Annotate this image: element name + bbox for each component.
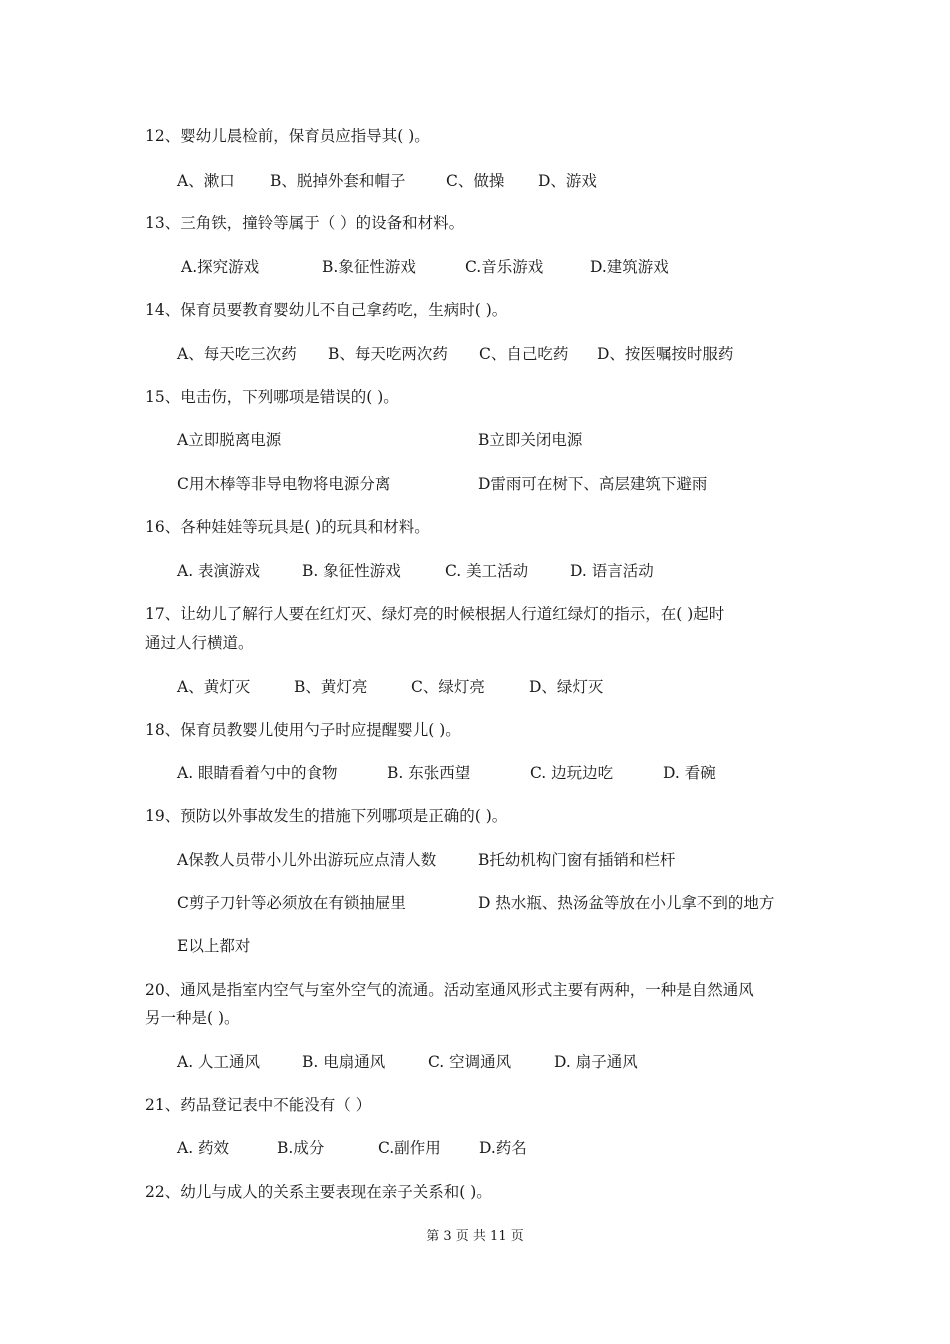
question-12-stem: 12、婴幼儿晨检前，保育员应指导其( )。 [145,127,430,145]
question-16-option-b: B. 象征性游戏 [302,562,401,580]
question-14-stem: 14、保育员要教育婴幼儿不自己拿药吃，生病时( )。 [145,301,508,319]
question-16-option-a: A. 表演游戏 [177,562,261,580]
question-17-option-b: B、黄灯亮 [294,678,368,696]
question-15-option-b: B立即关闭电源 [478,431,583,449]
question-18-option-a: A. 眼睛看着勺中的食物 [177,764,338,782]
question-17-stem: 17、让幼儿了解行人要在红灯灭、绿灯亮的时候根据人行道红绿灯的指示，在( )起时 [145,605,725,623]
question-20-stem: 20、通风是指室内空气与室外空气的流通。活动室通风形式主要有两种，一种是自然通风 [145,981,754,999]
question-15-option-c: C用木棒等非导电物将电源分离 [177,475,391,493]
question-20-stem-continued: 另一种是( )。 [145,1009,240,1027]
page-footer: 第 3 页 共 11 页 [426,1229,524,1244]
question-18-option-d: D. 看碗 [663,764,716,782]
question-14-option-d: D、按医嘱按时服药 [597,345,734,363]
question-19-option-a: A保教人员带小儿外出游玩应点清人数 [177,851,437,869]
question-16-stem: 16、各种娃娃等玩具是( )的玩具和材料。 [145,518,430,536]
question-14-option-c: C、自己吃药 [479,345,569,363]
question-20-option-c: C. 空调通风 [428,1053,512,1071]
question-21-option-c: C.副作用 [378,1139,441,1157]
question-12-option-a: A、漱口 [177,172,235,190]
question-16-option-c: C. 美工活动 [445,562,529,580]
question-21-option-b: B.成分 [277,1139,325,1157]
question-19-option-c: C剪子刀针等必须放在有锁抽屉里 [177,894,406,912]
question-18-option-b: B. 东张西望 [387,764,471,782]
question-21-stem: 21、药品登记表中不能没有（ ） [145,1096,372,1114]
question-13-stem: 13、三角铁，撞铃等属于（ ）的设备和材料。 [145,214,465,232]
question-17-option-a: A、黄灯灭 [177,678,251,696]
question-20-option-a: A. 人工通风 [177,1053,261,1071]
question-18-option-c: C. 边玩边吃 [530,764,614,782]
question-22-stem: 22、幼儿与成人的关系主要表现在亲子关系和( )。 [145,1183,492,1201]
question-20-option-d: D. 扇子通风 [554,1053,638,1071]
question-19-option-d: D 热水瓶、热汤盆等放在小儿拿不到的地方 [478,894,775,912]
question-14-option-a: A、每天吃三次药 [177,345,297,363]
question-19-option-e: E以上都对 [177,937,251,955]
question-17-stem-continued: 通过人行横道。 [145,634,254,652]
question-12-option-c: C、做操 [446,172,505,190]
question-13-option-b: B.象征性游戏 [322,258,416,276]
question-21-option-d: D.药名 [479,1139,527,1157]
question-13-option-c: C.音乐游戏 [465,258,544,276]
question-12-option-b: B、脱掉外套和帽子 [270,172,406,190]
question-20-option-b: B. 电扇通风 [302,1053,386,1071]
question-17-option-c: C、绿灯亮 [411,678,485,696]
question-21-option-a: A. 药效 [177,1139,230,1157]
question-17-option-d: D、绿灯灭 [529,678,604,696]
question-19-option-b: B托幼机构门窗有插销和栏杆 [478,851,676,869]
question-13-option-d: D.建筑游戏 [590,258,669,276]
question-15-option-a: A立即脱离电源 [177,431,282,449]
question-19-stem: 19、预防以外事故发生的措施下列哪项是正确的( )。 [145,807,508,825]
question-18-stem: 18、保育员教婴儿使用勺子时应提醒婴儿( )。 [145,721,461,739]
question-16-option-d: D. 语言活动 [570,562,654,580]
question-15-option-d: D雷雨可在树下、高层建筑下避雨 [478,475,708,493]
question-14-option-b: B、每天吃两次药 [328,345,448,363]
question-13-option-a: A.探究游戏 [181,258,260,276]
question-12-option-d: D、游戏 [538,172,597,190]
question-15-stem: 15、电击伤，下列哪项是错误的( )。 [145,388,399,406]
